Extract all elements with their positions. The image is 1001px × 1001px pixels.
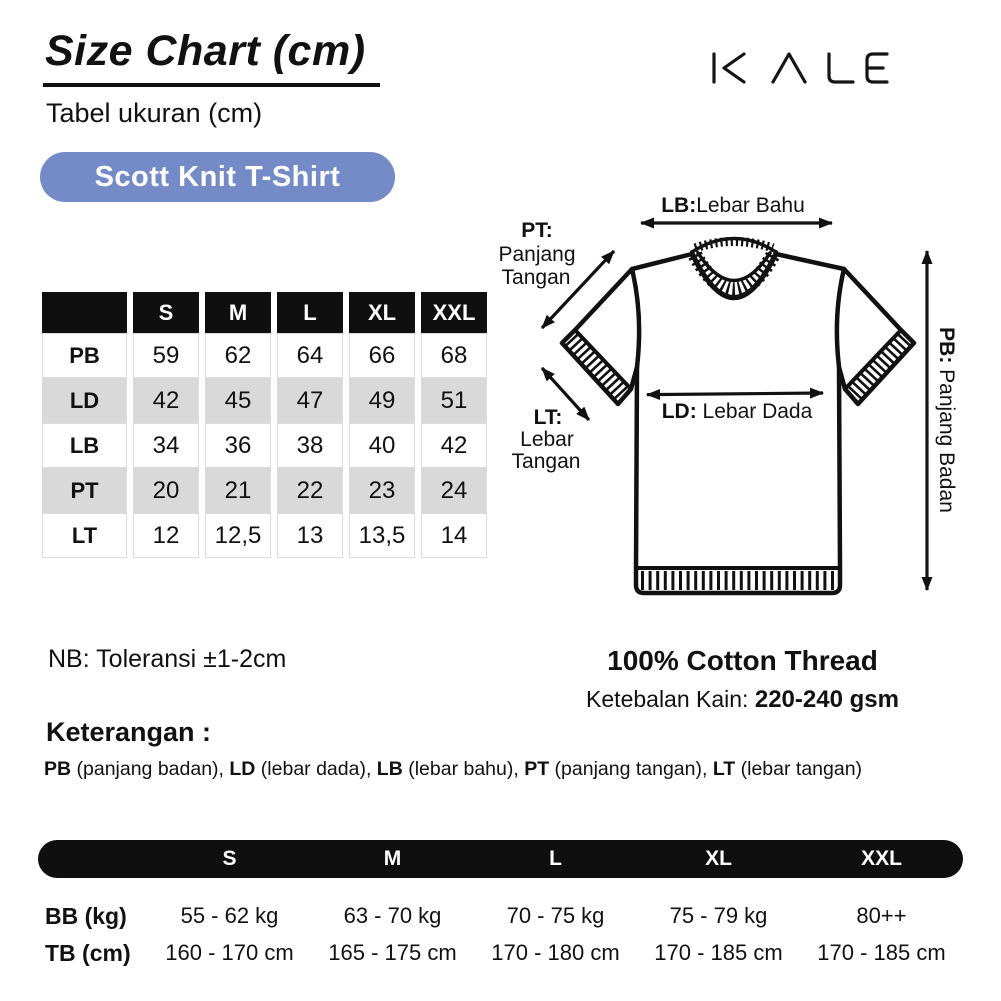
table-cell: 40	[349, 423, 415, 468]
kale-logo-letters	[714, 54, 887, 82]
ld-label: LD: Lebar Dada	[661, 400, 813, 423]
size-col-header: S	[222, 847, 237, 870]
table-cell: 14	[421, 513, 487, 558]
lb-label: LB:Lebar Bahu	[661, 194, 805, 217]
table-cell: 13,5	[349, 513, 415, 558]
legend-abbr: LT	[712, 758, 736, 780]
spacer-cell	[38, 840, 148, 878]
legend-title: Keterangan :	[46, 717, 212, 747]
table-cell: 62	[205, 333, 271, 378]
pb-label: PB: Panjang Badan	[935, 327, 958, 513]
table-cell: 75 - 79 kg	[669, 903, 768, 928]
tshirt-body	[632, 254, 844, 593]
size-table-corner-cell	[42, 292, 127, 333]
lt-label: LT: Lebar Tangan	[511, 406, 581, 473]
legend-abbr: PB	[44, 758, 72, 780]
size-col-header: S	[133, 292, 199, 333]
table-cell: 13	[277, 513, 343, 558]
material-info	[545, 645, 940, 714]
size-col-header: XXL	[861, 847, 902, 870]
size-table	[42, 292, 487, 558]
size-col-header: L	[277, 292, 343, 333]
legend-abbr: LB	[376, 758, 403, 780]
fabric-thickness-value: 220-240 gsm	[754, 686, 899, 713]
table-cell: 42	[133, 378, 199, 423]
table-row	[42, 513, 487, 558]
table-cell: 38	[277, 423, 343, 468]
table-cell: 63 - 70 kg	[343, 903, 442, 928]
table-cell: 36	[205, 423, 271, 468]
table-cell: 12	[133, 513, 199, 558]
table-cell: 80++	[856, 903, 907, 928]
legend-abbr: PT	[524, 758, 550, 780]
table-cell: 170 - 185 cm	[654, 940, 783, 965]
size-col-header: M	[383, 847, 402, 870]
product-badge-label: Scott Knit T-Shirt	[94, 161, 341, 193]
table-cell: 20	[133, 468, 199, 513]
legend-desc: (panjang tangan),	[549, 758, 713, 780]
ld-arrow	[647, 393, 823, 395]
row-label: BB (kg)	[45, 903, 127, 929]
table-cell: 66	[349, 333, 415, 378]
fabric-thickness	[545, 686, 940, 714]
size-col-header: XL	[705, 847, 732, 870]
table-cell: 160 - 170 cm	[165, 940, 294, 965]
legend-line	[44, 758, 984, 781]
table-cell: 59	[133, 333, 199, 378]
table-row	[38, 902, 963, 930]
size-col-header: M	[205, 292, 271, 333]
table-cell: 21	[205, 468, 271, 513]
table-cell: 45	[205, 378, 271, 423]
table-row	[42, 468, 487, 513]
row-label: LT	[42, 513, 127, 558]
size-col-header: XXL	[421, 292, 487, 333]
tshirt-diagram	[495, 175, 1000, 620]
legend-abbr: LD	[229, 758, 256, 780]
table-cell: 70 - 75 kg	[506, 903, 605, 928]
row-label: TB (cm)	[45, 940, 131, 966]
page-subtitle: Tabel ukuran (cm)	[46, 98, 263, 128]
product-badge	[40, 152, 395, 202]
table-cell: 24	[421, 468, 487, 513]
table-cell: 170 - 185 cm	[817, 940, 946, 965]
table-cell: 170 - 180 cm	[491, 940, 620, 965]
table-cell: 49	[349, 378, 415, 423]
table-cell: 12,5	[205, 513, 271, 558]
table-cell: 22	[277, 468, 343, 513]
table-cell: 64	[277, 333, 343, 378]
kale-logo	[711, 51, 891, 85]
row-label: PT	[42, 468, 127, 513]
tolerance-note: NB: Toleransi ±1-2cm	[48, 645, 287, 673]
table-cell: 55 - 62 kg	[180, 903, 279, 928]
table-row	[42, 333, 487, 378]
fabric-thickness-label: Ketebalan Kain:	[586, 686, 755, 712]
pt-label: PT: Panjang Tangan	[498, 219, 576, 289]
body-size-header-bar	[38, 840, 963, 878]
table-cell: 23	[349, 468, 415, 513]
row-label: LD	[42, 378, 127, 423]
size-col-header: XL	[349, 292, 415, 333]
size-table-header-row	[42, 292, 487, 333]
legend-desc: (lebar bahu),	[402, 758, 525, 780]
row-label: PB	[42, 333, 127, 378]
table-cell: 34	[133, 423, 199, 468]
material-title: 100% Cotton Thread	[607, 645, 878, 676]
table-cell: 68	[421, 333, 487, 378]
legend-desc: (panjang badan),	[71, 758, 230, 780]
page-title: Size Chart (cm)	[43, 26, 380, 87]
table-cell: 51	[421, 378, 487, 423]
legend-desc: (lebar dada),	[255, 758, 377, 780]
table-cell: 47	[277, 378, 343, 423]
table-cell: 165 - 175 cm	[328, 940, 457, 965]
table-row	[42, 423, 487, 468]
row-label: LB	[42, 423, 127, 468]
body-size-table	[38, 840, 963, 967]
legend-desc: (lebar tangan)	[735, 758, 863, 780]
table-cell: 42	[421, 423, 487, 468]
table-row	[38, 939, 963, 967]
size-col-header: L	[549, 847, 562, 870]
table-row	[42, 378, 487, 423]
